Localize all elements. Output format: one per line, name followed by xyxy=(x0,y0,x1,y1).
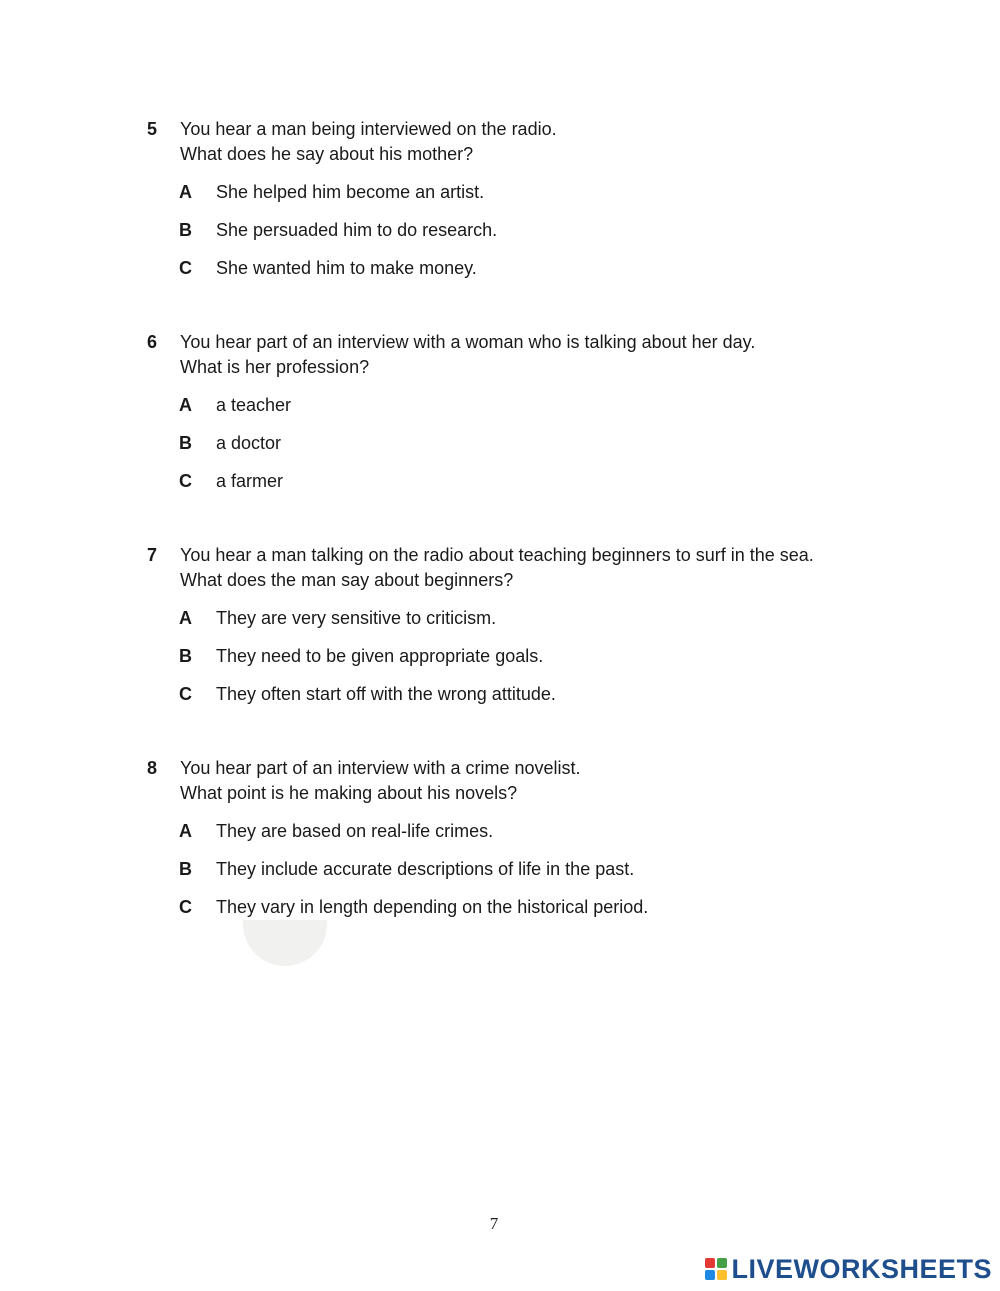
option-text: They often start off with the wrong attitude. xyxy=(216,684,556,704)
option-a[interactable] xyxy=(179,393,907,418)
option-c[interactable] xyxy=(179,256,907,281)
option-b[interactable] xyxy=(179,431,907,456)
option-text: a teacher xyxy=(216,395,292,415)
question-header xyxy=(147,330,907,380)
option-letter: C xyxy=(179,684,192,704)
question-number: 8 xyxy=(147,758,158,778)
question-header xyxy=(147,117,907,167)
option-b[interactable] xyxy=(179,857,907,882)
logo-square-blue xyxy=(705,1270,715,1280)
option-a[interactable] xyxy=(179,819,907,844)
option-text: a doctor xyxy=(216,433,282,453)
option-text: They are very sensitive to criticism. xyxy=(216,608,497,628)
liveworksheets-brand xyxy=(705,1254,992,1284)
option-letter: A xyxy=(179,395,192,415)
option-b[interactable] xyxy=(179,644,907,669)
logo-square-yellow xyxy=(717,1270,727,1280)
question-7 xyxy=(147,543,907,720)
option-text: She helped him become an artist. xyxy=(216,182,485,202)
option-letter: B xyxy=(179,646,192,666)
question-number: 5 xyxy=(147,119,158,139)
question-context: You hear part of an interview with a crime novelist. xyxy=(180,758,581,778)
option-text: She persuaded him to do research. xyxy=(216,220,498,240)
question-prompt: What does the man say about beginners? xyxy=(180,570,514,590)
option-b[interactable] xyxy=(179,218,907,243)
question-header xyxy=(147,543,907,593)
question-prompt: What is her profession? xyxy=(180,357,370,377)
question-prompt: What point is he making about his novels? xyxy=(180,783,518,803)
question-stem xyxy=(180,117,907,167)
option-letter: C xyxy=(179,897,192,917)
answer-options xyxy=(179,819,907,920)
question-context: You hear part of an interview with a woman who is talking about her day. xyxy=(180,332,756,352)
option-a[interactable] xyxy=(179,606,907,631)
question-context: You hear a man talking on the radio about teaching beginners to surf in the sea. xyxy=(180,545,814,565)
question-8 xyxy=(147,756,907,933)
option-a[interactable] xyxy=(179,180,907,205)
option-letter: B xyxy=(179,859,192,879)
question-prompt: What does he say about his mother? xyxy=(180,144,474,164)
option-letter: A xyxy=(179,821,192,841)
answer-options xyxy=(179,606,907,707)
question-number: 6 xyxy=(147,332,158,352)
logo-square-green xyxy=(717,1258,727,1268)
question-number: 7 xyxy=(147,545,158,565)
option-text: They include accurate descriptions of life in the past. xyxy=(216,859,635,879)
question-stem xyxy=(180,756,907,806)
question-5 xyxy=(147,117,907,294)
option-text: They need to be given appropriate goals. xyxy=(216,646,544,666)
question-header xyxy=(147,756,907,806)
brand-name: LIVEWORKSHEETS xyxy=(731,1254,992,1284)
option-letter: B xyxy=(179,220,192,240)
question-stem xyxy=(180,543,907,593)
logo-square-red xyxy=(705,1258,715,1268)
option-letter: C xyxy=(179,471,192,491)
page-number: 7 xyxy=(489,1214,499,1233)
option-c[interactable] xyxy=(179,469,907,494)
question-context: You hear a man being interviewed on the radio. xyxy=(180,119,557,139)
option-text: She wanted him to make money. xyxy=(216,258,477,278)
option-text: They vary in length depending on the historical period. xyxy=(216,897,649,917)
option-letter: A xyxy=(179,182,192,202)
scan-blot xyxy=(243,920,327,966)
option-c[interactable] xyxy=(179,895,907,920)
option-letter: A xyxy=(179,608,192,628)
answer-options xyxy=(179,180,907,281)
question-6 xyxy=(147,330,907,507)
liveworksheets-logo-icon xyxy=(705,1258,727,1280)
option-text: They are based on real-life crimes. xyxy=(216,821,494,841)
option-text: a farmer xyxy=(216,471,284,491)
option-letter: C xyxy=(179,258,192,278)
question-stem xyxy=(180,330,907,380)
answer-options xyxy=(179,393,907,494)
option-letter: B xyxy=(179,433,192,453)
option-c[interactable] xyxy=(179,682,907,707)
